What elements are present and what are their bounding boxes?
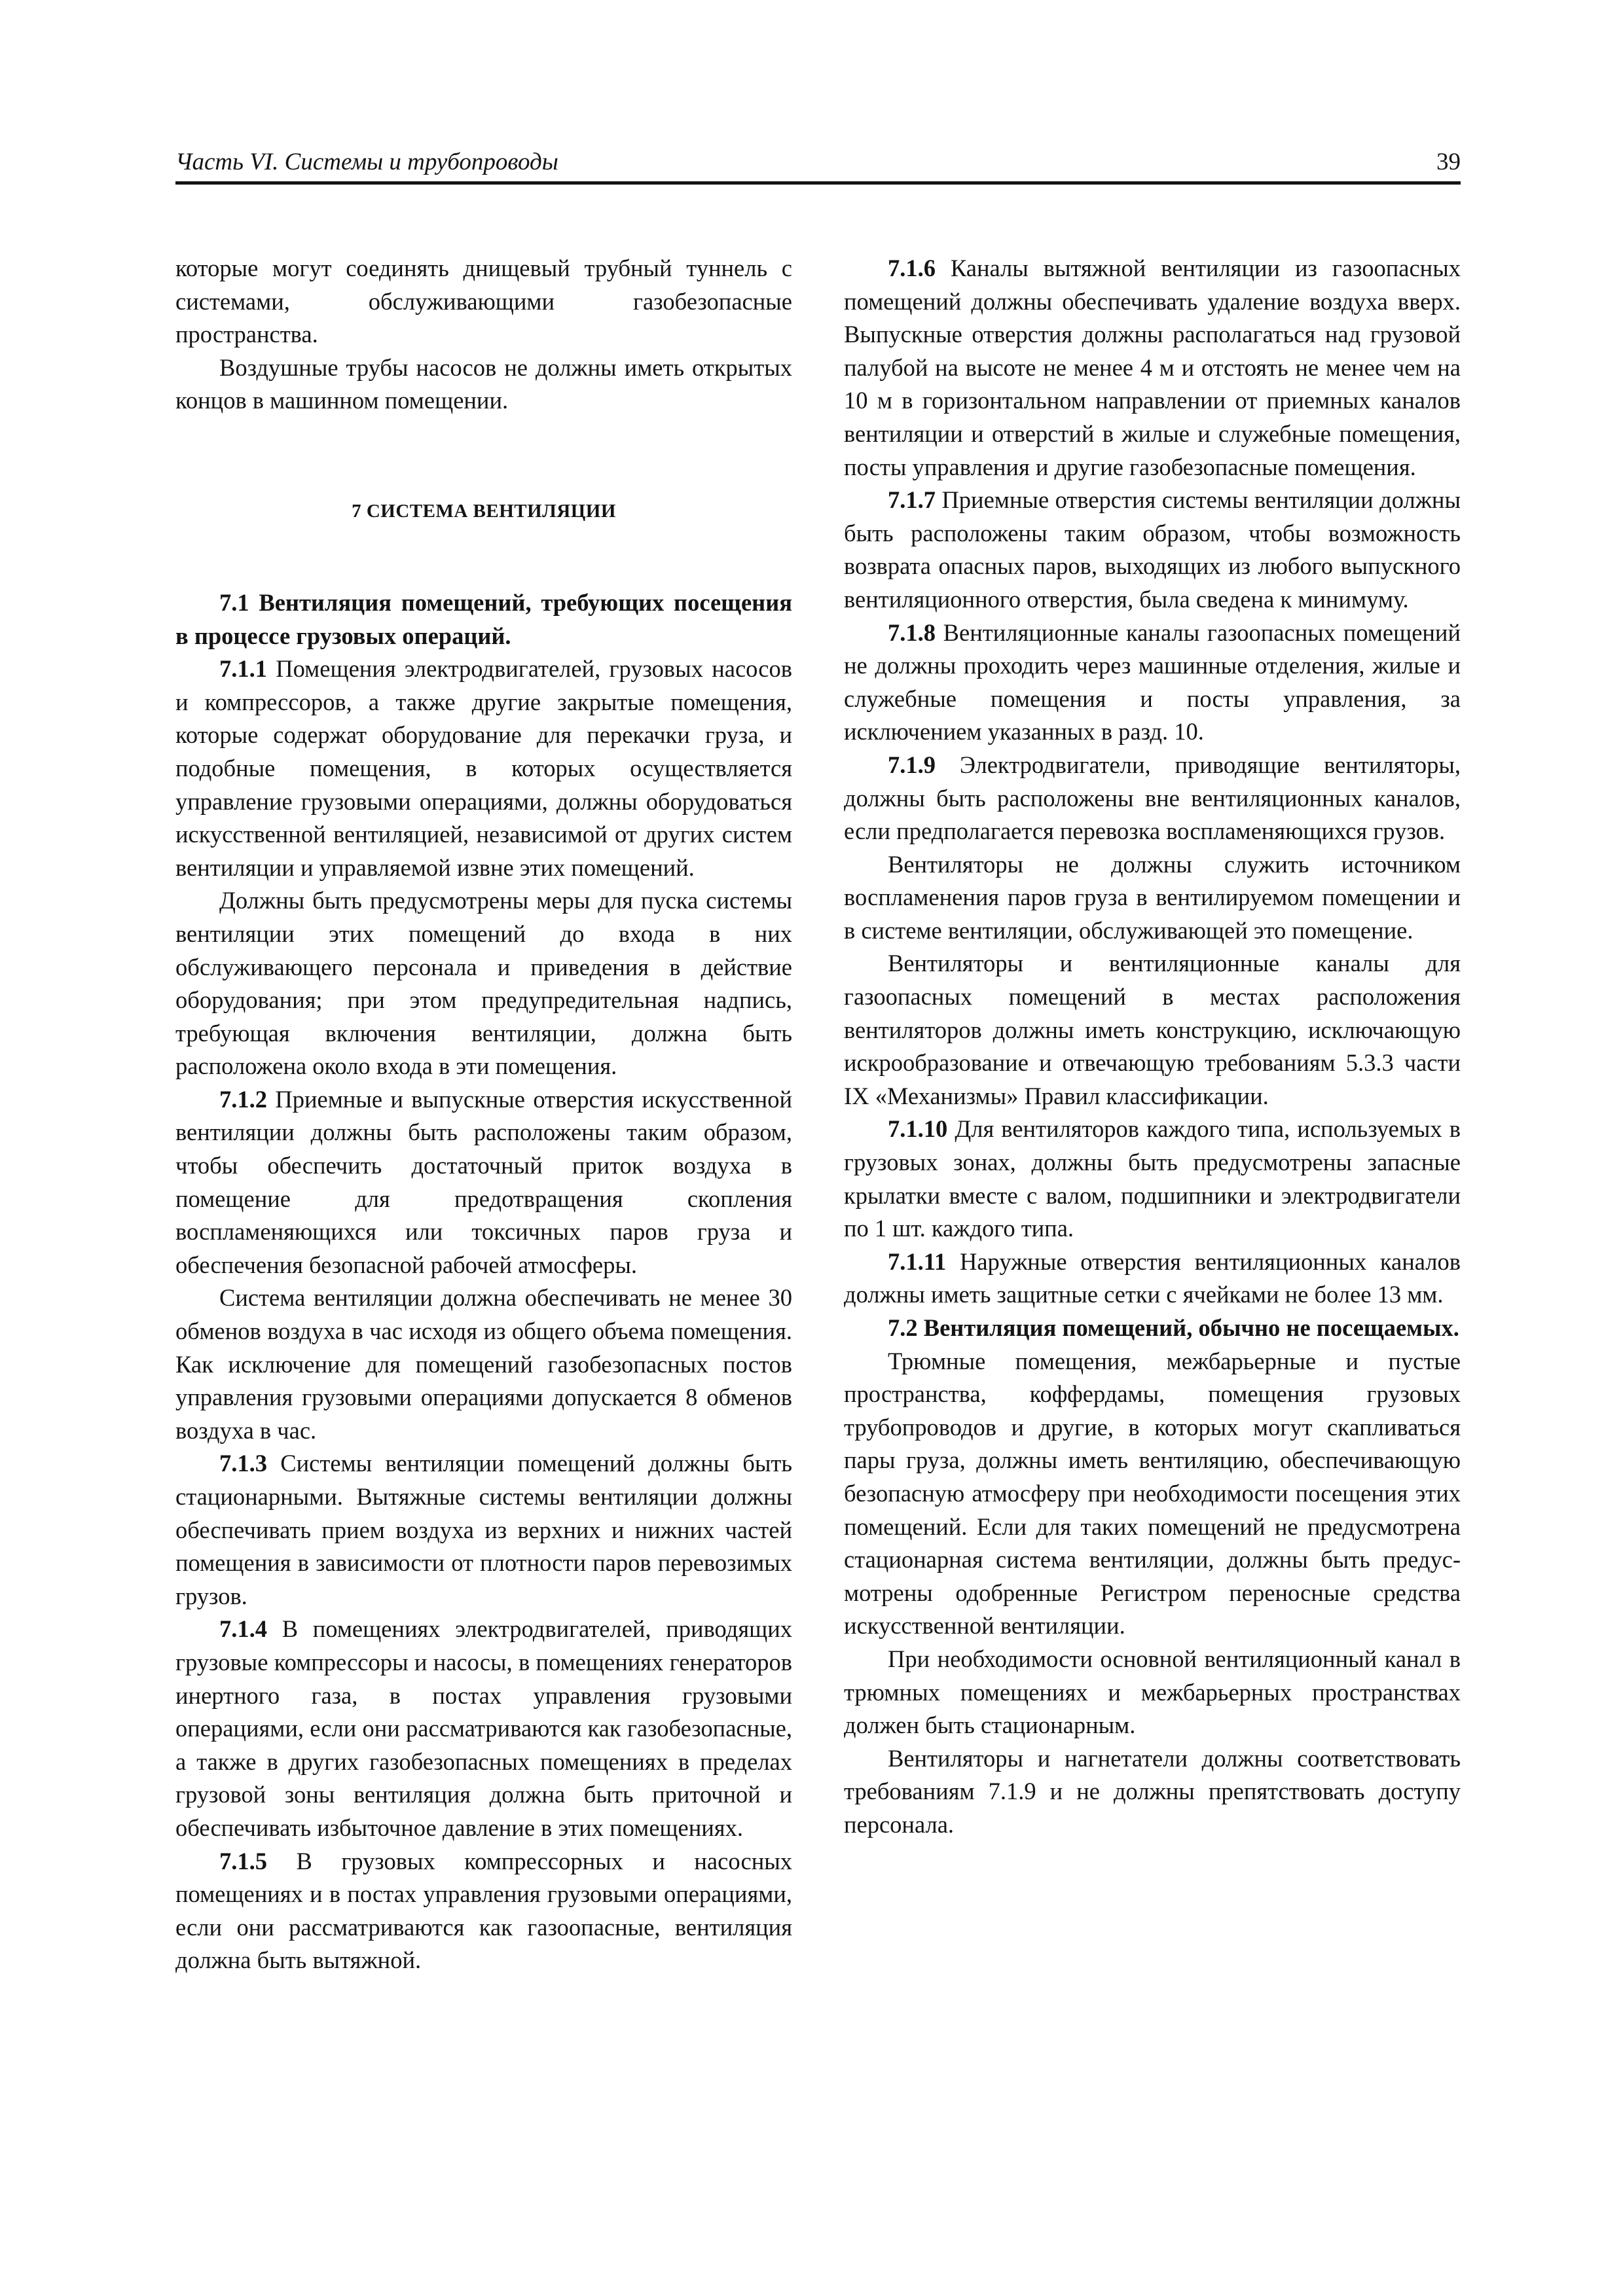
clause-number: 7.1.9	[888, 751, 936, 778]
clause-text: Приемные отверстия системы вентиляции должны быть расположены таким образом, чтобы возможность возврата опасных паров, выходящих из любого выпускного вентиляционного отверстия, была сведена к минимуму.	[844, 486, 1461, 613]
clause-7-1-2	[175, 1083, 792, 1282]
running-header	[175, 141, 1461, 185]
clause-number: 7.1.3	[219, 1450, 267, 1477]
clause-text: В помещениях электродвигателей, приводящих грузовые компрессоры и насосы, в помещениях генераторов инертного газа, в постах управления грузовыми операциями, если они рассматриваются как газобезопасные, а также в других газобезопасных помещениях в пределах грузовой зоны вентиляция должна быть приточной и обеспечивать избыточное давление в этих помещениях.	[175, 1615, 792, 1841]
clause-7-1-3	[175, 1447, 792, 1613]
clause-7-1-5	[175, 1845, 792, 1977]
clause-number: 7.1.11	[888, 1247, 947, 1275]
clause-7-1-7	[844, 484, 1461, 616]
paragraph-7-2-b: При необходимости основной вентиляционный канал в трюмных помещениях и межбарьерных пространствах должен быть стационарным.	[844, 1645, 1461, 1739]
left-column	[175, 252, 792, 1977]
clause-number: 7.1.4	[219, 1615, 267, 1643]
clause-text: В грузовых компрессорных и насосных помещениях и в постах управления грузовыми операциями, если они рассматриваются как газоопасные, вентиляция должна быть вытяжной.	[175, 1847, 792, 1974]
clause-7-1-4	[175, 1613, 792, 1844]
clause-number: 7.1.7	[888, 486, 936, 514]
paragraph-continued: которые могут соединять днищевый трубный туннель с системами, обслуживающими газобезопасные пространства.	[175, 255, 792, 348]
subsection-heading-7-1: 7.1 Вентиляция помещений, требующих посещения в процессе грузовых операций.	[175, 588, 792, 649]
paragraph-7-1-9-b: Вентиляторы не должны служить источником воспламенения паров груза в вентилируемом помещении и в системе вентиляции, обслуживающей это помещение.	[844, 850, 1461, 944]
clause-number: 7.1.6	[888, 255, 936, 281]
clause-number: 7.1.2	[219, 1085, 267, 1113]
clause-7-1-10	[844, 1113, 1461, 1245]
clause-text: Приемные и выпускные отверстия искусственной вентиляции должны быть расположены таким образом, чтобы обеспечить достаточный приток воздуха в помещение для предотвращения скопления воспламеняющихся или токсичных паров груза и обеспечения безопасной рабочей атмосферы.	[175, 1085, 792, 1278]
clause-text: Наружные отверстия вентиляционных каналов должны иметь защитные сетки с ячейками не более 13 мм.	[844, 1247, 1461, 1308]
clause-text: Каналы вытяжной вентиляции из газоопасных помещений должны обеспечивать удаление воздуха вверх. Выпускные отверстия должны располагаться над грузовой палубой на высоте не менее 4 м и отстоять не менее чем на 10 м в горизонтальном направлении от приемных каналов вентиляции и отверстий в жилые и служебные помещения, посты управления и другие газобезопасные помещения.	[844, 255, 1461, 480]
clause-7-1-9	[844, 749, 1461, 848]
clause-number: 7.1.1	[219, 655, 267, 683]
paragraph-7-1-9-c: Вентиляторы и вентиляционные каналы для газоопасных помещений в местах расположения вентиляторов должны иметь конструкцию, исключающую искрообразование и отвечающую требованиям 5.3.3 части IX «Механизмы» Правил классификации.	[844, 950, 1461, 1109]
right-column	[844, 252, 1461, 1842]
clause-text: Вентиляционные каналы газоопасных помещений не должны проходить через машинные отделения, жилые и служебные помещения и посты управления, за исключением указанных в разд. 10.	[844, 619, 1461, 745]
clause-number: 7.1.8	[888, 619, 936, 646]
clause-7-1-1	[175, 653, 792, 884]
paragraph-air-pipes: Воздушные трубы насосов не должны иметь открытых концов в машинном помещении.	[175, 353, 792, 414]
clause-number: 7.1.5	[219, 1847, 267, 1874]
header-title: Часть VI. Системы и трубопроводы	[175, 149, 558, 175]
subsection-heading-7-2: 7.2 Вентиляция помещений, обычно не посещаемых.	[888, 1314, 1459, 1341]
paragraph-7-1-2-b: Система вентиляции должна обеспечивать не менее 30 обменов воздуха в час исходя из общего объема помещения. Как исключение для помещений газобезопасных постов управления грузовыми операциями допускается 8 обменов воздуха в час.	[175, 1284, 792, 1444]
clause-text: Для вентиляторов каждого типа, используемых в грузовых зонах, должны быть предусмотрены запасные крылатки вместе с валом, подшипники и электродвигатели по 1 шт. каждого типа.	[844, 1115, 1461, 1242]
clause-text: Электродвигатели, приводящие вентиляторы, должны быть расположены вне вентиляционных каналов, если предполагается перевозка воспламеняющихся грузов.	[844, 751, 1461, 845]
clause-text: Системы вентиляции помещений должны быть стационарными. Вытяжные системы вентиляции должны обеспечивать прием воздуха из верхних и нижних частей помещения в зависимости от плотности паров перевозимых грузов.	[175, 1450, 792, 1609]
clause-7-1-6	[844, 252, 1461, 484]
paragraph-7-2-c: Вентиляторы и нагнетатели должны соответствовать требованиям 7.1.9 и не должны препятствовать доступу персонала.	[844, 1744, 1461, 1838]
paragraph-7-2-a: Трюмные помещения, межбарьерные и пустые пространства, коффердамы, помещения грузовых трубопроводов и другие, в которых могут скапливаться пары груза, должны иметь вентиляцию, обеспечивающую безопасную атмосферу при необходимости посещения этих помещений. Если для таких помещений не предусмотрена стационарная система вентиляции, должны быть предусмотрены одобренные Регистром переносные средства искусственной вентиляции.	[844, 1347, 1461, 1640]
clause-number: 7.1.10	[888, 1115, 948, 1143]
section-title: 7 СИСТЕМА ВЕНТИЛЯЦИИ	[352, 500, 616, 522]
clause-text: Помещения электродвигателей, грузовых насосов и компрессоров, а также другие закрытые помещения, которые содержат оборудование для перекачки груза, и подобные помещения, в которых осуществляется управление грузовыми операциями, должны оборудоваться искусственной вентиляцией, независимой от других систем вентиляции и управляемой извне этих помещений.	[175, 655, 792, 881]
page-number: 39	[1436, 149, 1461, 175]
paragraph-7-1-1-b: Должны быть предусмотрены меры для пуска системы вентиляции этих помещений до входа в них обслуживающего персонала и приведения в действие оборудования; при этом предупредительная надпись, требующая включения вентиляции, должна быть расположена около входа в эти помещения.	[175, 887, 792, 1080]
clause-7-1-11	[844, 1246, 1461, 1312]
clause-7-1-8	[844, 617, 1461, 749]
